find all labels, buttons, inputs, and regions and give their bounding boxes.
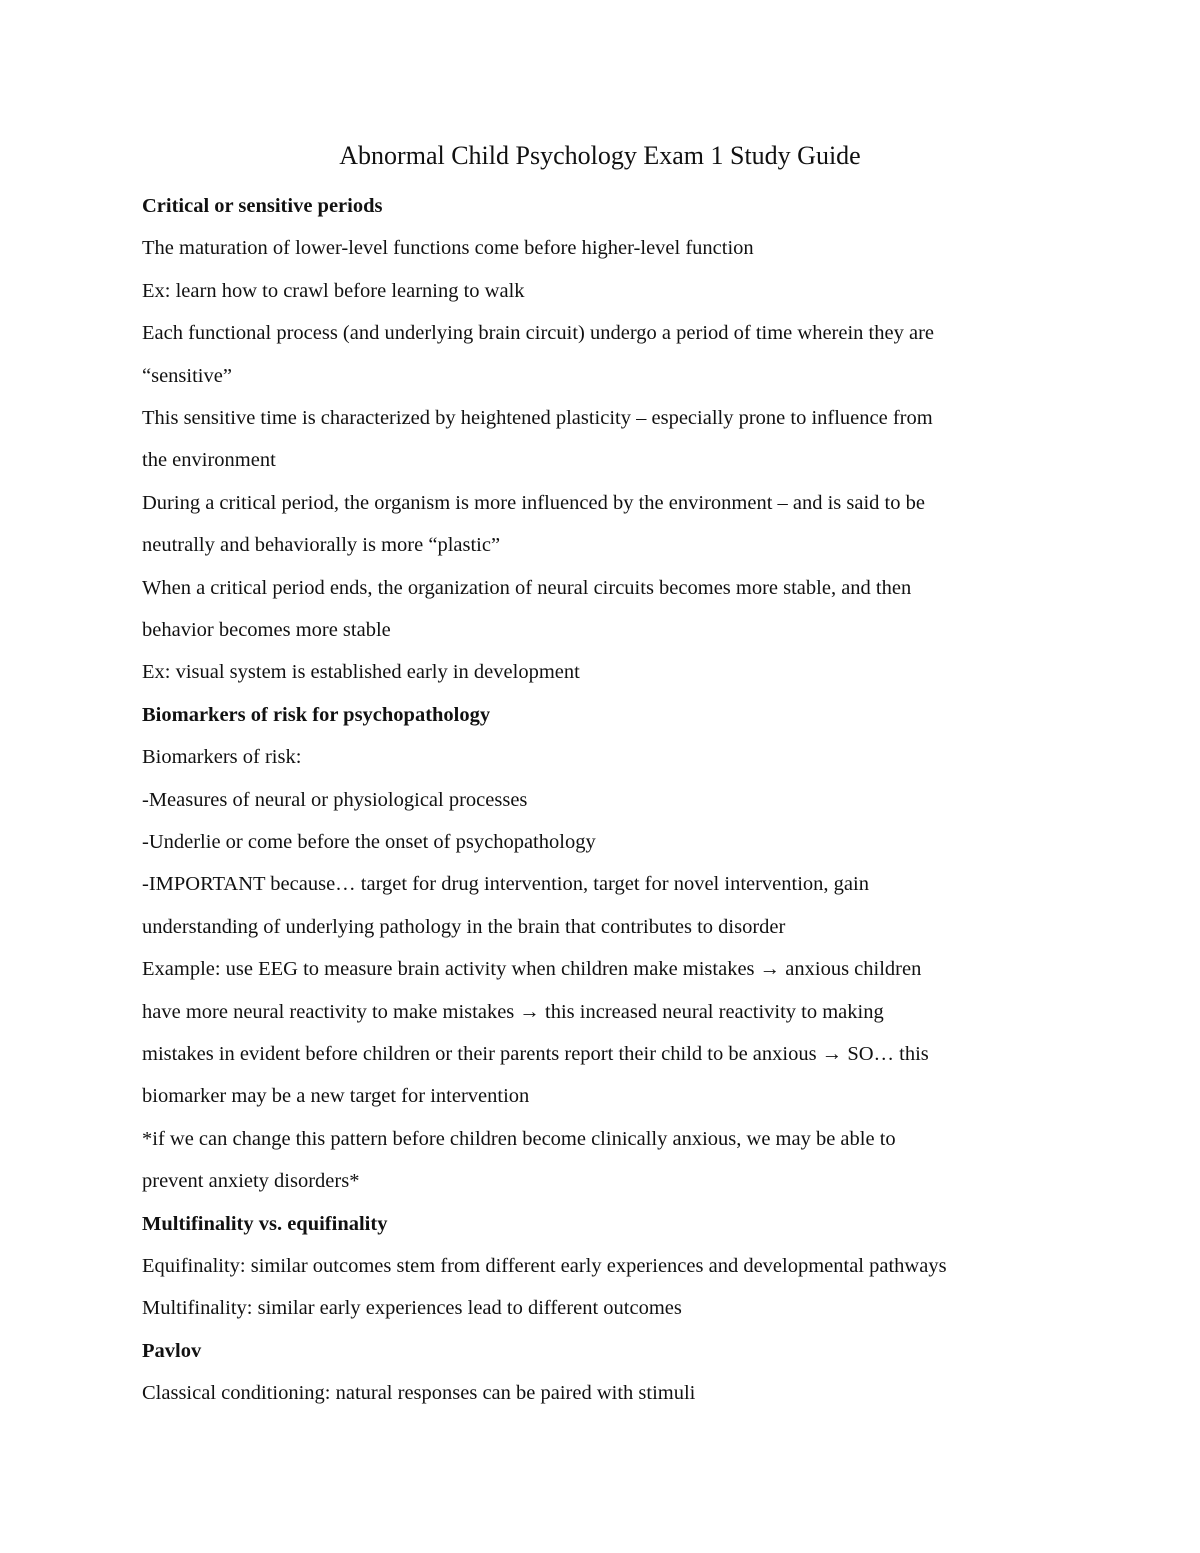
- section-heading: Pavlov: [142, 1339, 202, 1362]
- text-line: Equifinality: similar outcomes stem from different early experiences and developmental pathways: [142, 1255, 947, 1277]
- text-line: During a critical period, the organism is more influenced by the environment – and is said to be: [142, 491, 925, 514]
- text-line: Multifinality: similar early experiences lead to different outcomes: [142, 1297, 682, 1320]
- text-line: Biomarkers of risk:: [142, 746, 302, 769]
- text-line: *if we can change this pattern before children become clinically anxious, we may be able to: [142, 1127, 896, 1150]
- text-line: Ex: visual system is established early in development: [142, 661, 580, 684]
- text-line: -Measures of neural or physiological processes: [142, 788, 528, 811]
- text-line: neutrally and behaviorally is more “plastic”: [142, 534, 501, 557]
- section-heading: Biomarkers of risk for psychopathology: [142, 703, 491, 726]
- text-line: biomarker may be a new target for intervention: [142, 1085, 530, 1108]
- text-line: understanding of underlying pathology in the brain that contributes to disorder: [142, 915, 786, 938]
- text-line: behavior becomes more stable: [142, 619, 391, 641]
- text-line: Ex: learn how to crawl before learning to walk: [142, 279, 525, 302]
- text-line: mistakes in evident before children or their parents report their child to be anxious → SO… this: [142, 1043, 929, 1065]
- text-line: the environment: [142, 449, 276, 472]
- text-line: Example: use EEG to measure brain activity when children make mistakes → anxious children: [142, 958, 922, 981]
- text-line: Classical conditioning: natural responses can be paired with stimuli: [142, 1382, 696, 1405]
- document-title: Abnormal Child Psychology Exam 1 Study Guide: [339, 141, 861, 170]
- text-line: -IMPORTANT because… target for drug intervention, target for novel intervention, gain: [142, 873, 869, 896]
- text-line: have more neural reactivity to make mistakes → this increased neural reactivity to making: [142, 1000, 884, 1023]
- section-heading: Multifinality vs. equifinality: [142, 1212, 388, 1235]
- text-line: This sensitive time is characterized by heightened plasticity – especially prone to influence from: [142, 407, 933, 429]
- text-line: The maturation of lower-level functions come before higher-level function: [142, 237, 754, 260]
- section-heading: Critical or sensitive periods: [142, 195, 383, 217]
- text-line: prevent anxiety disorders*: [142, 1170, 360, 1193]
- text-line: “sensitive”: [142, 364, 232, 387]
- text-line: -Underlie or come before the onset of psychopathology: [142, 831, 596, 853]
- text-line: Each functional process (and underlying brain circuit) undergo a period of time wherein they are: [142, 322, 934, 345]
- text-line: When a critical period ends, the organization of neural circuits becomes more stable, and then: [142, 576, 912, 599]
